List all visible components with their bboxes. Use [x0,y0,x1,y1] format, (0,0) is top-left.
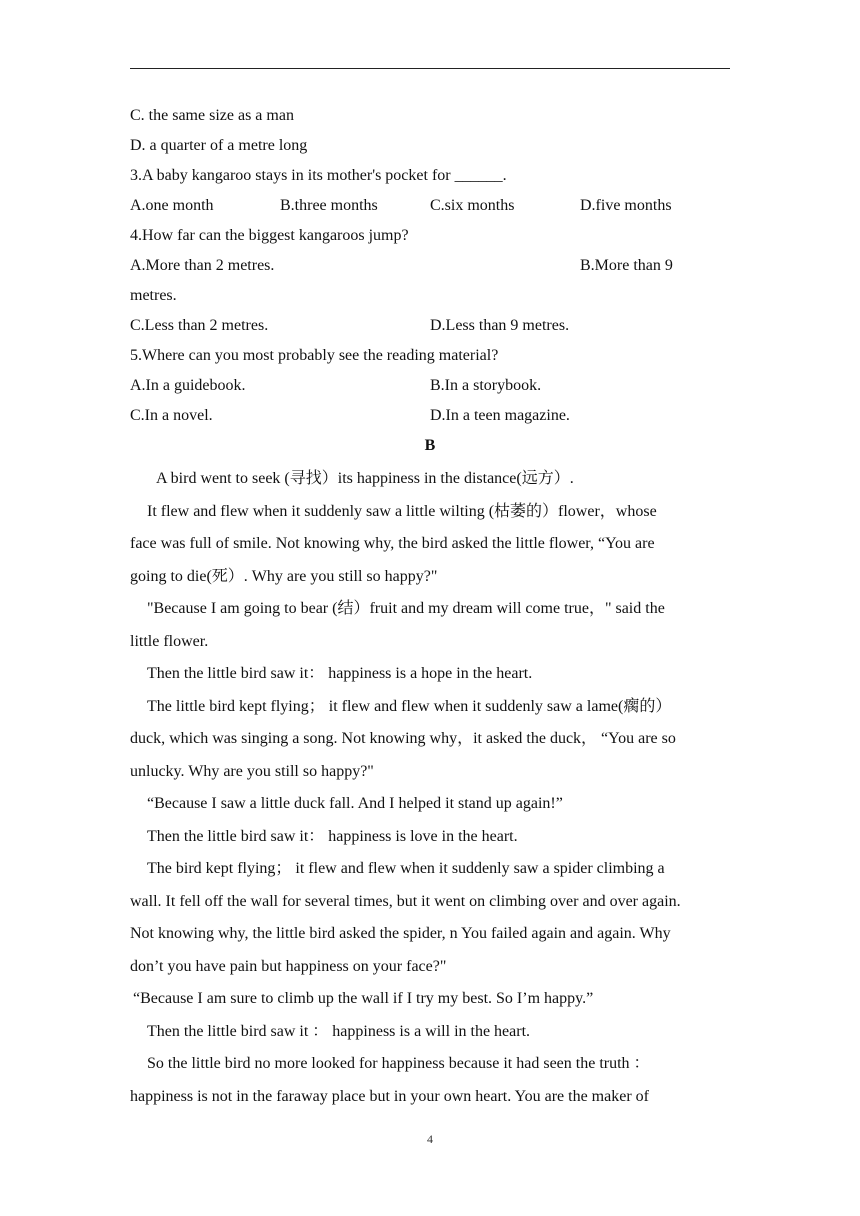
q3-option-a: A.one month [130,197,214,214]
q2-option-d: D. a quarter of a metre long [130,137,308,154]
q4-options-row1 [130,251,730,281]
q5-stem: 5.Where can you most probably see the reading material? [130,347,499,364]
story-line: Then the little bird saw it ： happiness is a will in the heart. [147,1022,531,1040]
section-heading: B [424,437,436,454]
q4-option-d: D.Less than 9 metres. [430,317,570,334]
story-line: duck, which was singing a song. Not knowing why，it asked the duck， “You are so [130,730,676,747]
q3-options [130,191,730,221]
story-passage [130,463,730,1113]
story-line: wall. It fell off the wall for several times, but it went on climbing over and over again. [130,892,681,910]
story-line: "Because I am going to bear (结）fruit and my dream will come true，" said the [147,600,665,617]
header-rule [130,68,730,69]
story-line: little flower. [130,632,209,650]
q2-option-c: C. the same size as a man [130,107,294,124]
q3-option-d: D.five months [580,197,672,214]
story-line: going to die(死）. Why are you still so happy?" [130,567,438,585]
q5-option-c: C.In a novel. [130,407,213,424]
q4-option-b: B.More than 9 [580,257,673,274]
story-line: Not knowing why, the little bird asked the spider, n You failed again and again. Why [130,925,671,942]
q5-option-a: A.In a guidebook. [130,377,246,394]
q3-option-c: C.six months [430,197,515,214]
q3-option-b: B.three months [280,197,378,214]
story-line: “Because I am sure to climb up the wall if I try my best. So I’m happy.” [133,990,594,1007]
story-line: “Because I saw a little duck fall. And I helped it stand up again!” [147,795,563,812]
story-line: Then the little bird saw it： happiness is love in the heart. [147,827,518,845]
page-content [130,101,730,1113]
story-line: A bird went to seek (寻找）its happiness in the distance(远方）. [156,470,574,487]
q4-option-b-wrap: metres. [130,287,177,304]
q5-options-row2 [130,401,730,431]
q5-option-b: B.In a storybook. [430,377,542,394]
page-number: 4 [427,1132,433,1146]
q4-option-c: C.Less than 2 metres. [130,317,269,334]
story-line: Then the little bird saw it： happiness is a hope in the heart. [147,665,533,682]
story-line: happiness is not in the faraway place but in your own heart. You are the maker of [130,1087,649,1105]
q5-option-d: D.In a teen magazine. [430,407,570,424]
q4-stem: 4.How far can the biggest kangaroos jump? [130,227,409,244]
q3-stem: 3.A baby kangaroo stays in its mother's pocket for ______. [130,167,507,184]
q5-options-row1 [130,371,730,401]
story-line: It flew and flew when it suddenly saw a little wilting (枯萎的）flower，whose [147,502,657,520]
story-line: unlucky. Why are you still so happy?" [130,762,374,780]
story-line: The bird kept flying； it flew and flew when it suddenly saw a spider climbing a [147,860,665,877]
story-line: The little bird kept flying； it flew and flew when it suddenly saw a lame(瘸的） [147,697,672,715]
q4-option-a: A.More than 2 metres. [130,257,275,274]
q4-options-row2 [130,311,730,341]
story-line: face was full of smile. Not knowing why, the bird asked the little flower, “You are [130,535,655,552]
story-line: don’t you have pain but happiness on your face?" [130,957,447,975]
story-line: So the little bird no more looked for happiness because it had seen the truth ： [147,1055,650,1072]
